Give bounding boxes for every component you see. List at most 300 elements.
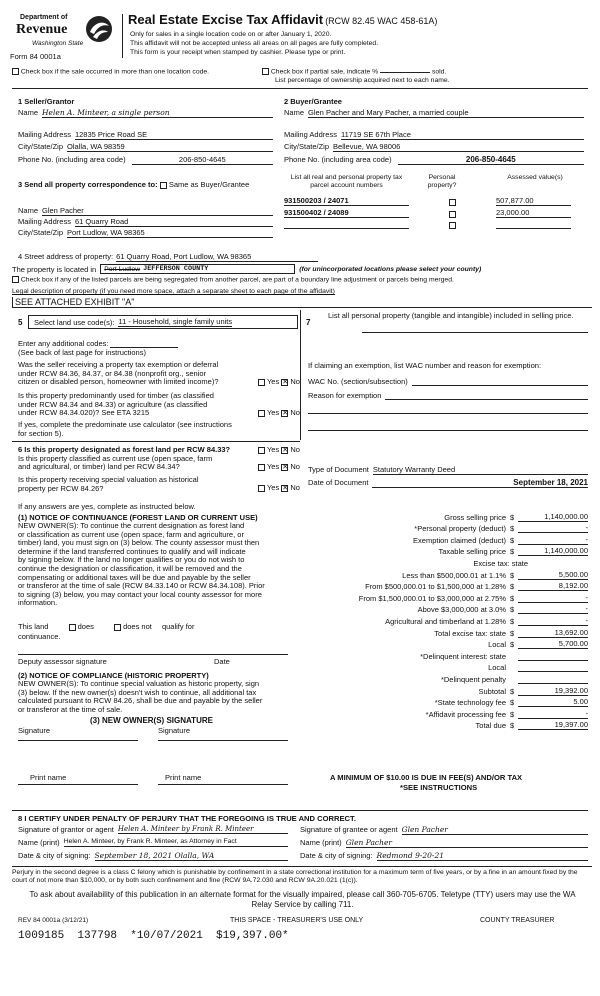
does-label: does [77,622,94,631]
tax-table [300,510,588,730]
tax-row-amount[interactable]: - [518,523,588,533]
buyer-mail-label: Mailing Address [284,130,337,139]
grantor-name-label: Name (print) [18,838,60,847]
tax-row-label: Less than $500,000.01 at 1.1% [402,570,506,580]
land-use-label: Select land use code(s): [34,317,115,327]
seller-mail-field[interactable]: 12835 Price Road SE [75,130,273,140]
personal-property-label: List all personal property (tangible and intangible) included in selling price. [328,311,574,320]
seller-phone-label: Phone No. (including area code) [18,155,126,164]
currency-symbol: $ [510,686,515,696]
tax-row-label: Gross selling price [444,512,506,522]
timber-question [18,392,308,418]
tax-row-amount[interactable]: - [518,604,588,614]
yes-no-pair [258,378,300,387]
question-line: 6 Is this property designated as forest land per RCW 84.33? [18,445,231,454]
currency-symbol: $ [510,524,515,534]
yes-no-pair [258,446,300,455]
notice-line: or classification as current use (open space, farm and agriculture, or [18,529,244,539]
continuance-label: continuance. [18,632,61,641]
print-name-line[interactable] [158,784,288,785]
assessed-col-header: Assessed value(s) [507,174,563,181]
certify-statement: 8 I CERTIFY UNDER PENALTY OF PERJURY THAT THE FOREGOING IS TRUE AND CORRECT. [18,814,356,823]
tax-row-amount[interactable]: 1,140,000.00 [518,512,588,522]
street-field[interactable]: 61 Quarry Road, Port Ludlow, WA 98365 [116,252,318,262]
list-pct-label: List percentage of ownership acquired next to each name. [275,77,450,84]
tax-row-label: Agricultural and timberland at 1.28% [385,616,506,626]
notice-line: by signing below. If the land no longer qualifies or you do not wish to [18,555,245,565]
personal-col-header: Personal property? [427,174,457,189]
notice-line: continue the designation or classification, it will be removed and the [18,563,242,573]
parcel-row [284,208,584,218]
notice-2-body [18,680,308,714]
form-title: Real Estate Excise Tax Affidavit [128,12,324,27]
notice-line: calculated pursuant to RCW 84.26, shall be due and payable by the seller [18,696,263,706]
corr-name-label: Name [18,206,39,215]
grantor-signature[interactable]: Helen A. Minteer by Frank R. Minteer [118,825,288,834]
tax-row-label: *Delinquent interest: state [420,651,506,661]
tax-row [300,719,588,731]
yes-label: Yes [266,483,280,492]
no-checkbox-checked[interactable]: ✕ [282,463,289,471]
tax-row-label: *Affidavit processing fee [425,709,506,719]
notice-line: (3) below. If the new owner(s) doesn't wish to continue, all additional tax [18,687,257,697]
grantee-date-label: Date & city of signing: [300,851,373,860]
yes-label: Yes [266,445,280,454]
question-line: under RCW 84.36, 84.37, or 84.38 (nonprofit org., senior [18,368,207,378]
header-note-2: This affidavit will not be accepted unless all areas on all pages are fully completed. [130,40,379,47]
seller-city-field[interactable]: Olalla, WA 98359 [67,142,273,152]
notice-line: information. [18,598,58,608]
owner-sig-label: Signature [18,726,51,735]
doc-type-row [308,465,588,475]
header-divider [122,14,123,58]
tax-row-amount[interactable]: - [518,709,588,719]
state-label: Washington State [32,40,84,47]
question-line: citizen or disabled person, homeowner with limited income)? [18,377,219,387]
corr-city-label: City/State/Zip [18,228,64,237]
no-checkbox-checked[interactable]: ✕ [282,409,289,417]
seller-mail-label: Mailing Address [18,130,71,139]
see-instructions-note: *SEE INSTRUCTIONS [400,783,478,792]
yes-checkbox[interactable] [258,379,265,386]
additional-codes-row [18,339,178,348]
county-treasurer-label: COUNTY TREASURER [480,917,555,924]
this-land-label: This land [18,622,49,631]
question-line: Is this property predominantly used for timber (as classified [18,391,214,400]
partial-sale-label: Check box if partial sale, indicate % [270,68,379,76]
tax-row [300,591,588,603]
seller-name-label: Name [18,108,39,117]
tax-row-label: Local [488,663,506,673]
tax-row [300,707,588,719]
header-note-1: Only for sales in a single location code on or after January 1, 2020. [130,31,332,38]
accessibility-notice: To ask about availability of this publication in an alternate format for the visually impaired, please call 360-705-6705. Teletype (TTY) users may use the WA Relay Service by calling 711. [29,890,576,909]
legal-label: Legal description of property (if you need more space, attach a separate sheet to each page of the affidavit) [12,288,335,295]
land-use-select[interactable] [28,315,298,329]
yes-checkbox[interactable] [258,464,265,471]
corr-mail-field[interactable]: 61 Quarry Road [75,217,273,227]
currency-symbol: $ [510,698,515,708]
seller-phone-field[interactable]: 206-850-4645 [132,155,273,165]
question-line: property per RCW 84.26? [18,483,104,493]
buyer-name-field[interactable]: Glen Pacher and Mary Pacher, a married couple [308,108,584,118]
corr-name-field[interactable]: Glen Pacher [42,206,273,216]
grantee-sig-row [300,825,588,835]
tax-row-label: Taxable selling price [438,547,506,557]
yes-label: Yes [266,377,280,386]
tax-row-amount[interactable] [518,663,588,672]
yes-checkbox[interactable] [258,447,265,454]
currency-symbol: $ [510,605,515,615]
question-line: and agricultural, or timber) land per RCW 84.34? [18,462,180,472]
located-row [12,264,481,274]
rev-label: REV 84 0001a (3/12/21) [18,917,89,924]
tax-row [300,684,588,696]
partial-sale-check[interactable] [262,68,446,75]
wac-row [308,377,588,386]
street-label: 4 Street address of property: [18,252,114,261]
tax-row-label: Subtotal [478,686,506,696]
yes-no-pair [258,463,300,472]
parcel-number[interactable]: 931500402 / 24089 [284,208,409,218]
yes-checkbox[interactable] [258,410,265,417]
currency-symbol: $ [510,709,515,719]
tax-row-amount[interactable]: 1,140,000.00 [518,546,588,556]
notice-line: determine if the land transferred continues to qualify and will indicate [18,546,246,556]
tax-row-amount[interactable] [518,652,588,661]
legal-description-field[interactable]: SEE ATTACHED EXHIBIT "A" [12,297,592,308]
no-checkbox-checked[interactable]: ✕ [282,484,289,492]
notice-line: timber) land, you must sign on (3) below. The county assessor must then [18,538,260,548]
no-checkbox-checked[interactable]: ✕ [282,378,289,386]
doc-date-row [308,478,588,488]
corr-name-row [18,206,273,216]
multi-location-label: Check box if the sale occurred in more than one location code. [20,68,210,76]
reason-line[interactable] [308,430,588,431]
multi-location-checkbox[interactable] [12,68,19,75]
buyer-phone-label: Phone No. (including area code) [284,155,392,164]
segregated-checkbox[interactable] [12,276,19,283]
additional-codes-field[interactable] [110,339,178,348]
grantor-date-row [18,851,288,861]
section-rule [12,441,300,442]
reason-label: Reason for exemption [308,391,382,400]
does-checkbox[interactable] [69,624,76,631]
tax-row-amount[interactable]: - [518,593,588,603]
grantee-name-label: Name (print) [300,838,342,847]
dept-label: Department of [20,14,68,21]
notice-line: NEW OWNER(S): To continue special valuation as historic property, sign [18,679,260,688]
question-line: Is this property classified as current use (open space, farm [18,453,213,463]
grantee-date-field[interactable]: Redmond 9-20-21 [377,851,588,861]
doc-type-field[interactable]: Statutory Warranty Deed [373,465,588,475]
revenue-swirl-icon [84,14,114,44]
tax-row-label: *Personal property (deduct) [414,524,506,534]
land-use-value: 11 - Household, single family units [118,317,233,326]
form-title-ref: (RCW 82.45 WAC 458-61A) [325,16,438,26]
print-name-line[interactable] [18,784,138,785]
partial-sale-checkbox[interactable] [262,68,269,75]
tax-row [300,626,588,638]
notice-line: NEW OWNER(S): To continue the current designation as forest land [18,521,245,530]
grantor-date-label: Date & city of signing: [18,851,91,860]
question-line: under RCW 84.34 and 84.33) or agriculture (as classified [18,399,208,409]
tax-row [300,661,588,673]
tax-row-amount[interactable]: - [518,535,588,545]
buyer-name-row [284,108,584,118]
corr-city-row [18,228,273,238]
question-line: If yes, complete the predominate use calculator (see instructions [18,420,232,429]
currency-symbol: $ [510,640,515,650]
grantee-date-row [300,851,588,861]
currency-symbol: $ [510,721,515,731]
street-row [18,252,318,262]
buyer-phone-row [284,155,584,165]
owner-sig-title: (3) NEW OWNER(S) SIGNATURE [90,716,213,725]
correspondence-heading-row [18,180,249,189]
additional-codes-label: Enter any additional codes: [18,339,109,348]
historic-question [18,476,308,493]
notice-line: to signing (3) below, you may contact your local county assessor for more [18,589,262,599]
tax-row-label: Above $3,000,000 at 3.0% [417,605,506,615]
located-county: JEFFERSON COUNTY [143,265,209,273]
tax-row-label: From $1,500,000.01 to $3,000,000 at 2.75% [358,593,506,603]
section5-number: 5 [18,318,23,327]
tax-row-amount[interactable]: 5,500.00 [518,570,588,580]
question-line: Was the seller receiving a property tax exemption or deferral [18,360,219,369]
wac-field[interactable] [412,377,588,386]
tax-row [300,672,588,684]
located-label: The property is located in [12,264,97,274]
personal-property-line[interactable] [362,332,588,333]
perjury-notice: Perjury in the second degree is a class C felony which is punishable by confinement in a state correctional institution for a maximum term of five years, or by a fine in an amount fixed by the court of not more than $10,000, or by both such confinement and fine (RCW 9A.72.030 and RCW 9A.20.021 (1(c)). [12,866,592,886]
doc-date-field[interactable]: September 18, 2021 [372,478,588,488]
yes-checkbox[interactable] [258,485,265,492]
grantor-date-field[interactable]: September 18, 2021 Olalla, WA [95,851,288,861]
tax-row [300,603,588,615]
yes-label: Yes [266,462,280,471]
yes-label: Yes [266,408,280,417]
owner-sig-line[interactable] [18,740,138,741]
seller-heading: 1 Seller/Grantor [18,97,75,106]
tax-row-amount[interactable] [518,675,588,684]
notice-1-body [18,522,308,608]
personal-property-checkbox[interactable] [449,222,456,229]
section5-7-divider [300,310,301,440]
print-name-label: Print name [30,773,67,782]
question-line: Is this property receiving special valuation as historical [18,475,199,484]
no-label: No [290,462,300,471]
grantee-signature[interactable]: Glen Pacher [402,825,588,835]
predominate-use-note [18,421,232,438]
reason-row [308,391,588,400]
partial-pct-field[interactable] [380,72,430,73]
no-label: No [290,445,300,454]
seller-name-row [18,108,273,118]
revenue-label: Revenue [16,22,68,37]
assessed-value[interactable]: 507,877.00 [496,196,571,206]
tax-row-amount[interactable]: 13,692.00 [518,628,588,638]
currency-symbol: $ [510,512,515,522]
multi-location-check[interactable] [12,68,209,75]
currency-symbol: $ [510,593,515,603]
buyer-city-label: City/State/Zip [284,142,330,151]
tax-row [300,545,588,557]
tax-row [300,580,588,592]
grantor-sig-row [18,825,288,834]
grantor-name-row [18,838,288,847]
seller-phone-row [18,155,273,165]
see-back-label: (See back of last page for instructions) [18,348,146,357]
tax-row-amount[interactable]: 19,397.00 [518,720,588,730]
tax-row-label: From $500,000.01 to $1,500,000 at 1.28% [365,582,506,592]
county-select[interactable] [100,264,295,274]
tax-row-label: *Delinquent penalty [440,674,506,684]
located-struck: Port Ludlow [104,265,141,273]
does-not-label: does not [123,622,152,631]
located-note: (for unincorporated locations please select your county) [299,265,482,273]
section-rule [12,88,588,89]
personal-property-checkbox[interactable] [449,199,456,206]
grantor-name-field[interactable]: Helen A. Minteer, by Frank R. Minteer, as Attorney in Fact [64,838,288,847]
tax-row [300,638,588,650]
forest-question [18,446,308,472]
seller-city-row [18,142,273,152]
tax-row [300,533,588,545]
segregated-label: Check box if any of the listed parcels are being segregated from another parcel, are part of a boundary line adjustment or parcels being merged. [20,276,454,284]
assessed-value[interactable]: 23,000.00 [496,208,571,218]
buyer-mail-row [284,130,584,140]
section-rule [12,810,588,811]
tax-row-amount[interactable]: - [518,616,588,626]
form-title-block [128,12,437,27]
parcel-col-header: List all real and personal property tax parcel account numbers [290,174,403,189]
grantee-name-row [300,838,588,848]
currency-symbol: $ [510,628,515,638]
doc-date-label: Date of Document [308,478,369,487]
notice-line: compensating or additional taxes will be due and payable by the seller [18,572,251,582]
question-line: for section 5). [18,428,64,438]
grantee-sig-label: Signature of grantee or agent [300,825,398,834]
parcel-number[interactable]: 931500203 / 24071 [284,196,409,206]
deputy-sig-label: Deputy assessor signature [18,657,107,666]
tax-row [300,649,588,661]
tax-row [300,696,588,708]
seller-mail-row [18,130,273,140]
tax-row-label: Local [488,640,506,650]
no-label: No [290,483,300,492]
minimum-due-note: A MINIMUM OF $10.00 IS DUE IN FEE(S) AND/OR TAX [330,773,523,782]
reason-line[interactable] [308,413,588,414]
question-line: under RCW 84.34.020)? See ETA 3215 [18,408,150,418]
tax-row-amount[interactable]: 5.00 [518,697,588,707]
section7-number: 7 [306,318,311,327]
grantee-name-field[interactable]: Glen Pacher [346,838,588,848]
segregated-row [12,276,588,283]
tax-row-amount[interactable]: 8,192.00 [518,581,588,591]
currency-symbol: $ [510,547,515,557]
grantor-sig-label: Signature of grantor or agent [18,825,114,834]
owner-sig-label: Signature [158,726,191,735]
tax-row-label: Exemption claimed (deduct) [413,535,506,545]
print-name-label: Print name [165,773,202,782]
owner-sig-line[interactable] [158,740,288,741]
seller-city-label: City/State/Zip [18,142,64,151]
tax-row [300,568,588,580]
currency-symbol: $ [510,582,515,592]
tax-row [300,510,588,522]
doc-type-label: Type of Document [308,465,369,474]
buyer-city-field[interactable]: Bellevue, WA 98006 [333,142,584,152]
tax-row-amount[interactable]: 19,392.00 [518,686,588,696]
corr-city-field[interactable]: Port Ludlow, WA 98365 [67,228,273,238]
tax-row-amount[interactable]: 5,700.00 [518,639,588,649]
yes-no-pair [258,484,300,493]
tax-row-label: Total excise tax: state [434,628,506,638]
tax-row-label: Total due [475,721,506,731]
buyer-city-row [284,142,584,152]
corr-mail-row [18,217,273,227]
reason-field[interactable] [385,391,588,400]
notice-1-title: (1) NOTICE OF CONTINUANCE (FOREST LAND OR CURRENT USE) [18,513,258,522]
same-as-buyer-checkbox[interactable] [160,182,167,189]
exemption-label: If claiming an exemption, list WAC number and reason for exemption: [308,361,542,370]
tax-row-label: *State technology fee [434,698,506,708]
tax-row [300,522,588,534]
buyer-heading: 2 Buyer/Grantee [284,97,342,106]
buyer-mail-field[interactable]: 11719 SE 67th Place [341,130,584,140]
treasurer-space-label: THIS SPACE - TREASURER'S USE ONLY [230,917,364,924]
no-label: No [290,408,300,417]
deputy-sig-line[interactable] [18,654,288,655]
continuance-row [18,622,194,631]
no-checkbox-checked[interactable]: ✕ [282,446,289,454]
same-as-buyer-label: Same as Buyer/Grantee [168,180,250,189]
buyer-phone-field[interactable]: 206-850-4645 [398,155,584,165]
seller-name-field[interactable]: Helen A. Minteer, a single person [42,108,273,118]
header-note-3: This form is your receipt when stamped by cashier. Please type or print. [130,49,346,56]
qualify-label: qualify for [161,622,195,631]
yes-no-pair [258,409,300,418]
personal-property-checkbox[interactable] [449,211,456,218]
parcel-row [284,221,584,229]
wac-label: WAC No. (section/subsection) [308,377,408,386]
correspondence-heading: 3 Send all property correspondence to: [18,180,158,189]
currency-symbol: $ [510,616,515,626]
assessed-value[interactable] [496,221,571,229]
notice-line: or transferor at the time of sale. [18,704,123,714]
receipt-stamp: 1009185 137798 *10/07/2021 $19,397.00* [18,930,289,942]
form-number: Form 84 0001a [10,52,61,61]
currency-symbol: $ [510,535,515,545]
excise-tax-header-label: Excise tax: state [473,558,528,568]
currency-symbol: $ [510,570,515,580]
tax-row [300,614,588,626]
no-label: No [290,377,300,386]
parcel-row [284,196,584,206]
exemption-question [18,361,308,387]
deputy-date-label: Date [214,657,230,666]
notice-2-title: (2) NOTICE OF COMPLIANCE (HISTORIC PROPERTY) [18,671,209,680]
excise-tax-header [300,556,588,568]
buyer-name-label: Name [284,108,305,117]
if-yes-label: If any answers are yes, complete as instructed below. [18,502,196,511]
parcel-number[interactable] [284,221,409,229]
sold-label: sold. [431,68,447,76]
corr-mail-label: Mailing Address [18,217,71,226]
notice-line: or transferor at the time of sale (RCW 84.33.140 or RCW 84.34.108). Prior [18,581,265,591]
does-not-checkbox[interactable] [114,624,121,631]
